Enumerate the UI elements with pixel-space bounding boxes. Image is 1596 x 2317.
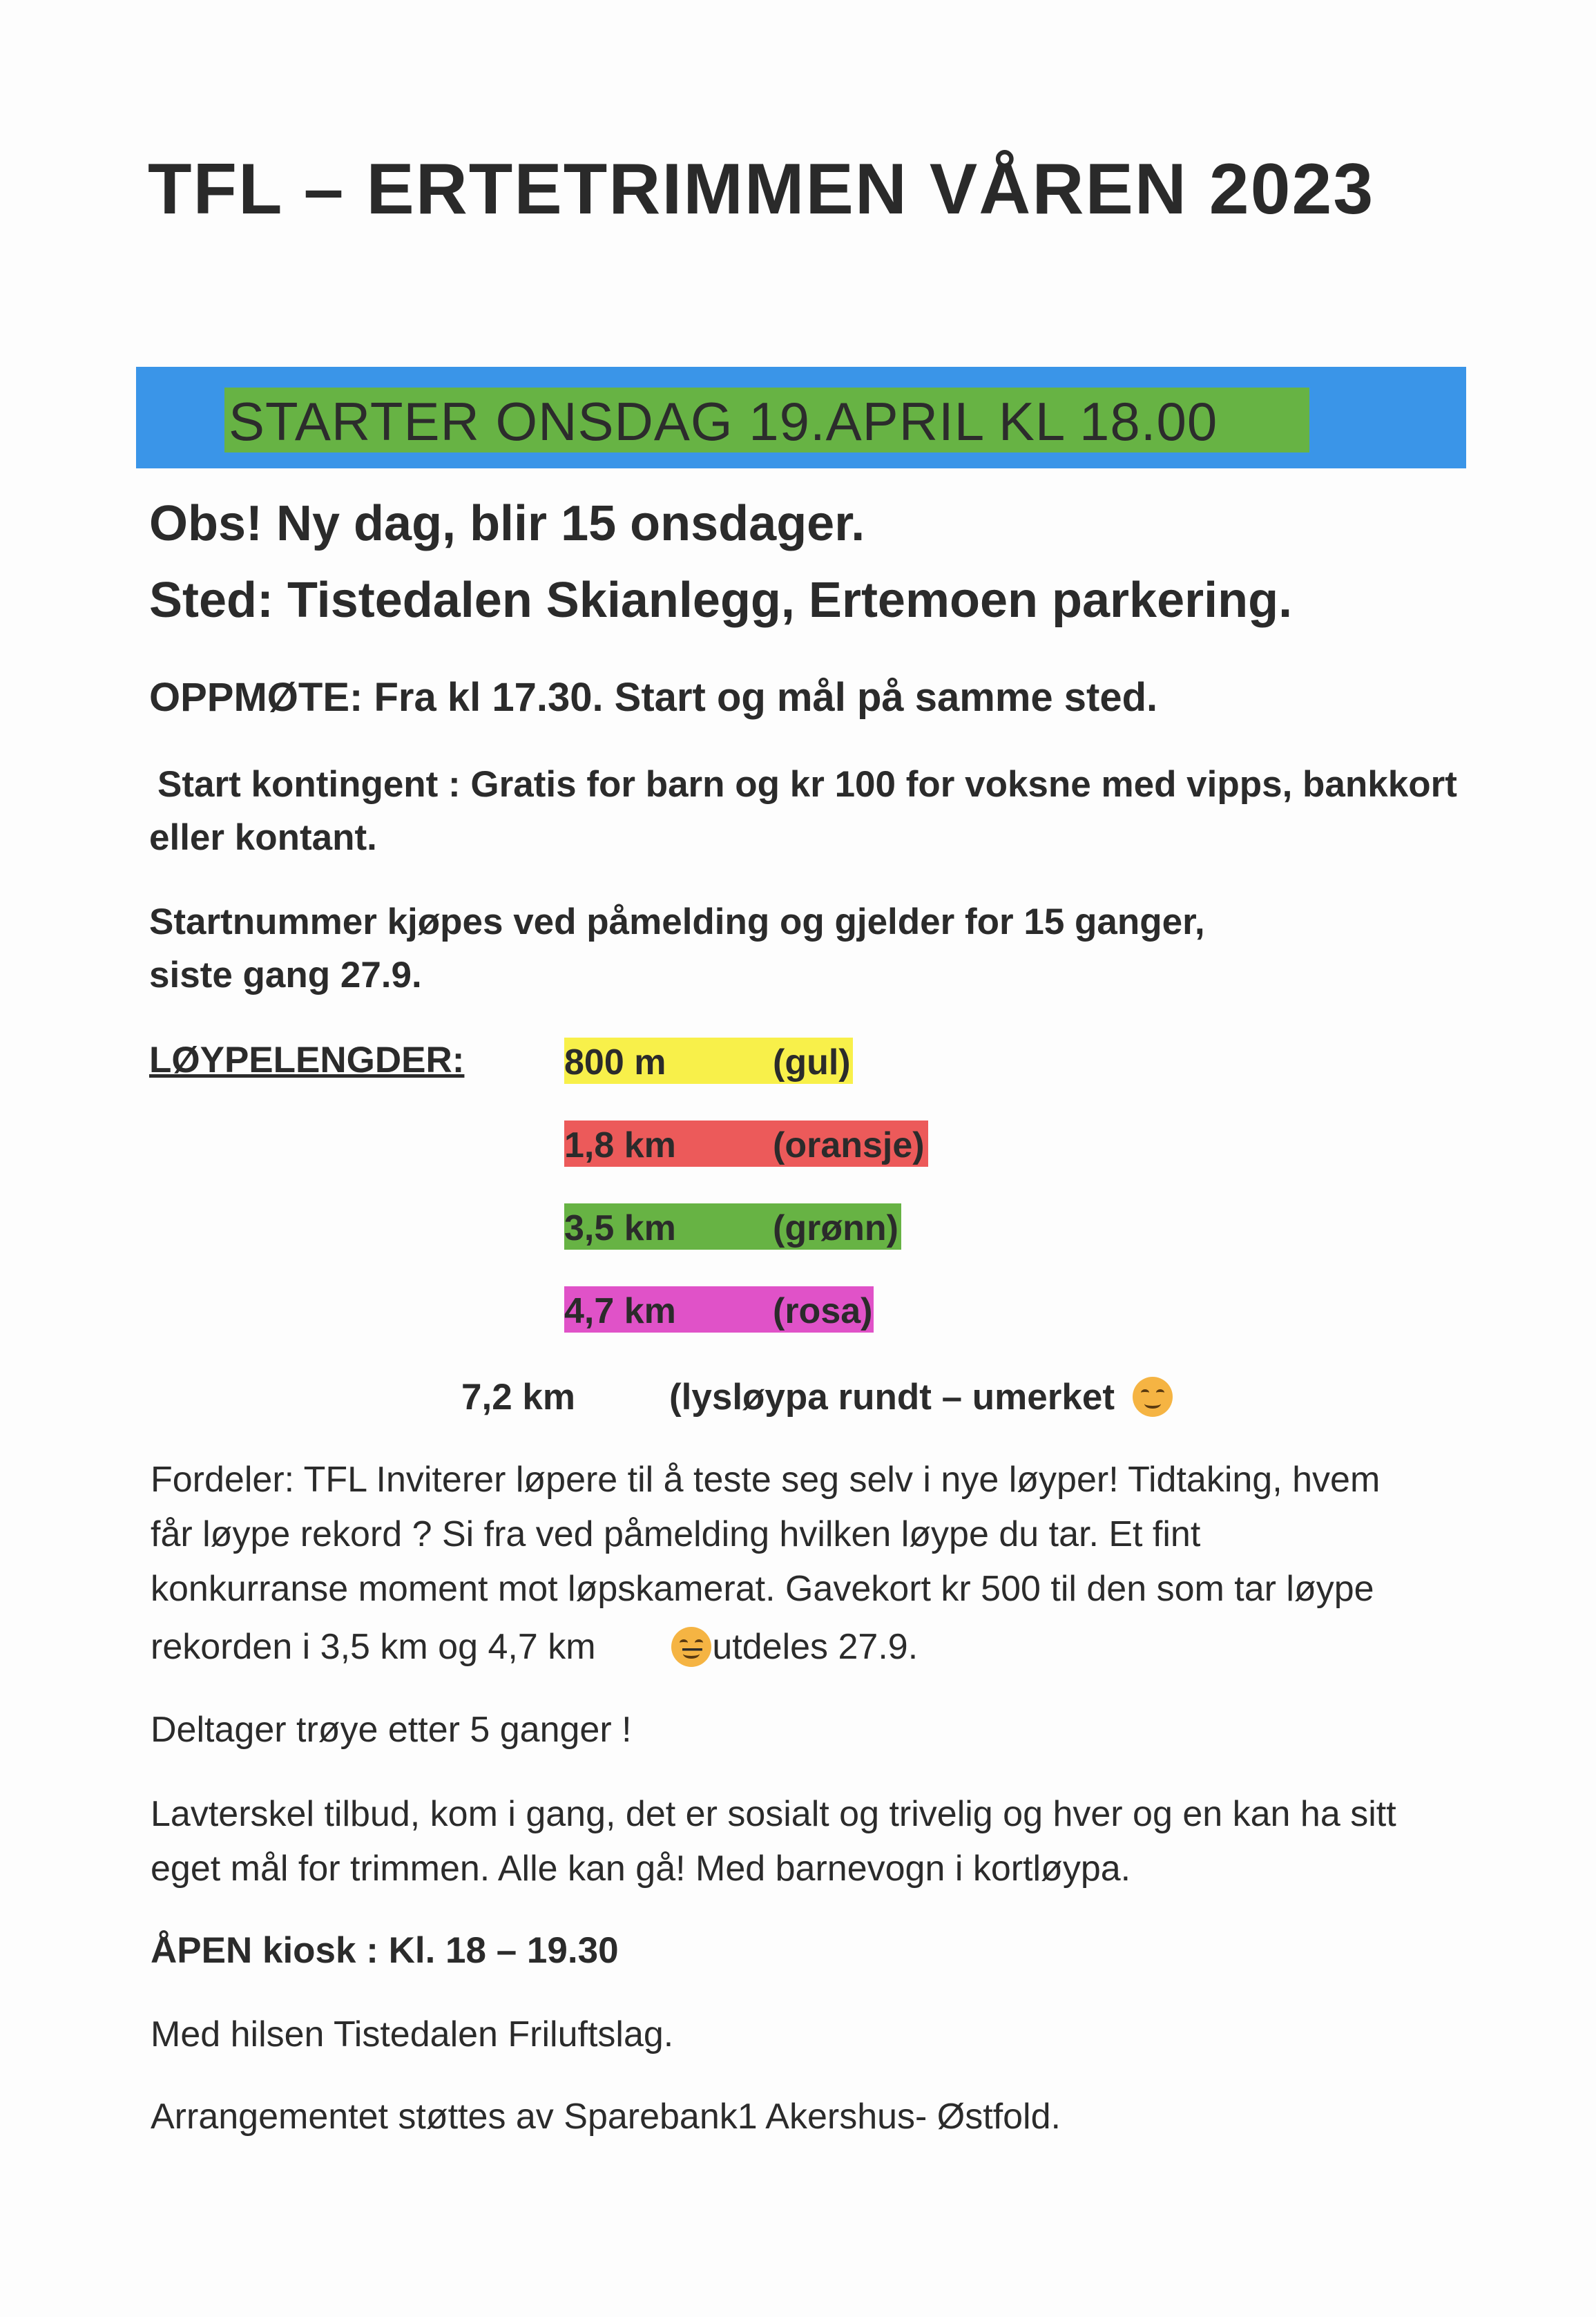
shirt-notice: Deltager trøye etter 5 ganger ! xyxy=(151,1710,632,1750)
route-color: (grønn) xyxy=(773,1208,898,1248)
fee-line-1: Start kontingent : Gratis for barn og kr 100 for voksne med vipps, bankkort xyxy=(157,764,1457,805)
route-pink xyxy=(564,1286,874,1333)
route-lengths-label: LØYPELENGDER: xyxy=(149,1040,465,1080)
route-color: (gul) xyxy=(773,1042,851,1083)
meeting-time: OPPMØTE: Fra kl 17.30. Start og mål på samme sted. xyxy=(149,675,1158,720)
route-orange xyxy=(564,1121,928,1167)
extra-route-description: (lysløypa rundt – umerket xyxy=(669,1377,1115,1418)
fee-line-2: eller kontant. xyxy=(149,817,377,858)
sponsor: Arrangementet støttes av Sparebank1 Akershus- Østfold. xyxy=(151,2097,1061,2137)
benefits-line-4-end: – utdeles 27.9. xyxy=(682,1627,919,1667)
greeting: Med hilsen Tistedalen Friluftslag. xyxy=(151,2014,674,2054)
start-banner-highlight xyxy=(224,388,1309,452)
obs-notice: Obs! Ny dag, blir 15 onsdager. xyxy=(149,496,865,551)
location: Sted: Tistedalen Skianlegg, Ertemoen parkering. xyxy=(149,573,1293,628)
route-yellow xyxy=(564,1038,853,1084)
route-green xyxy=(564,1203,901,1250)
start-banner xyxy=(136,367,1466,468)
kiosk-hours: ÅPEN kiosk : Kl. 18 – 19.30 xyxy=(151,1930,619,1971)
route-distance: 1,8 km xyxy=(564,1125,676,1165)
low-threshold-line-1: Lavterskel tilbud, kom i gang, det er sosialt og trivelig og hver og en kan ha sitt xyxy=(151,1794,1396,1834)
page-title: TFL – ERTETRIMMEN VÅREN 2023 xyxy=(148,149,1375,229)
benefits-line-2: får løype rekord ? Si fra ved påmelding hvilken løype du tar. Et fint xyxy=(151,1514,1201,1554)
benefits-line-4: rekorden i 3,5 km og 4,7 km xyxy=(151,1627,596,1667)
extra-route-distance: 7,2 km xyxy=(461,1377,576,1418)
start-banner-text: STARTER ONSDAG 19.APRIL KL 18.00 xyxy=(229,391,1218,452)
startnumber-line-2: siste gang 27.9. xyxy=(149,955,422,995)
route-distance: 800 m xyxy=(564,1042,666,1083)
benefits-line-1: Fordeler: TFL Inviterer løpere til å teste seg selv i nye løyper! Tidtaking, hvem xyxy=(151,1460,1381,1500)
startnumber-line-1: Startnummer kjøpes ved påmelding og gjelder for 15 ganger, xyxy=(149,902,1205,942)
route-color: (oransje) xyxy=(773,1125,925,1165)
route-distance: 4,7 km xyxy=(564,1291,676,1331)
benefits-line-3: konkurranse moment mot løpskamerat. Gavekort kr 500 til den som tar løype xyxy=(151,1569,1374,1609)
route-distance: 3,5 km xyxy=(564,1208,676,1248)
smiling-face-icon xyxy=(1133,1377,1173,1417)
route-color: (rosa) xyxy=(773,1291,873,1331)
low-threshold-line-2: eget mål for trimmen. Alle kan gå! Med barnevogn i kortløypa. xyxy=(151,1849,1131,1889)
